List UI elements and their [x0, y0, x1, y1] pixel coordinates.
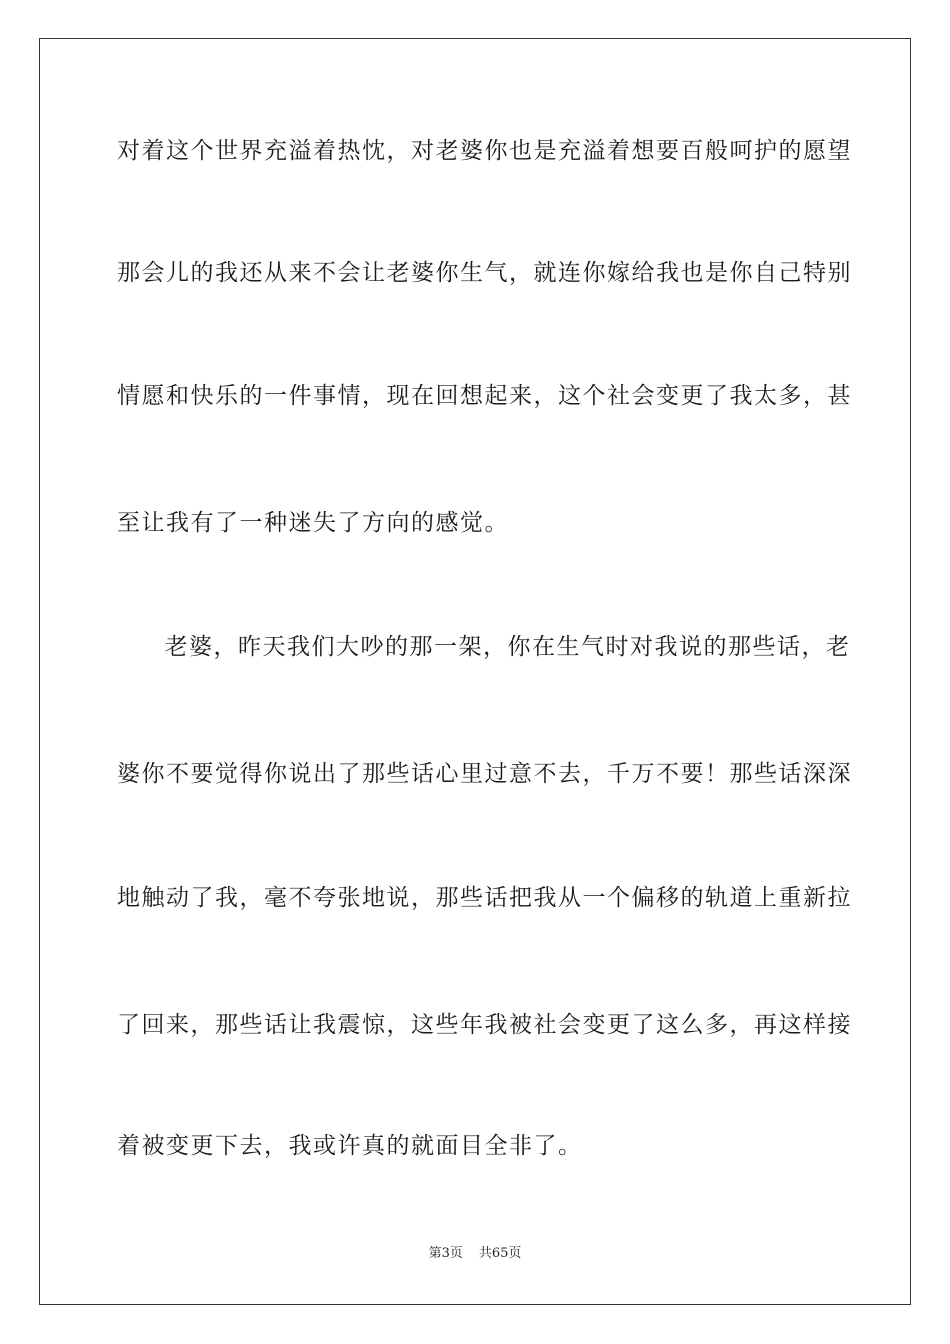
text-line-9: 着被变更下去，我或许真的就面目全非了。 [117, 1133, 583, 1159]
text-line-8: 了回来，那些话让我震惊，这些年我被社会变更了这么多，再这样接 [117, 1012, 852, 1038]
text-line-2: 那会儿的我还从来不会让老婆你生气，就连你嫁给我也是你自己特别 [117, 260, 852, 286]
text-line-4: 至让我有了一种迷失了方向的感觉。 [117, 510, 509, 536]
text-line-3: 情愿和快乐的一件事情，现在回想起来，这个社会变更了我太多，甚 [117, 383, 852, 409]
page-number: 第3页 [428, 1246, 463, 1261]
page-footer [0, 1245, 950, 1263]
text-line-5: 老婆，昨天我们大吵的那一架，你在生气时对我说的那些话，老 [140, 634, 851, 660]
text-line-7: 地触动了我，毫不夸张地说，那些话把我从一个偏移的轨道上重新拉 [117, 885, 852, 911]
page-border [39, 38, 911, 1305]
page-total: 共65页 [478, 1246, 522, 1261]
text-line-1: 对着这个世界充溢着热忱，对老婆你也是充溢着想要百般呵护的愿望 [117, 138, 852, 164]
text-line-6: 婆你不要觉得你说出了那些话心里过意不去，千万不要！那些话深深 [117, 761, 852, 787]
